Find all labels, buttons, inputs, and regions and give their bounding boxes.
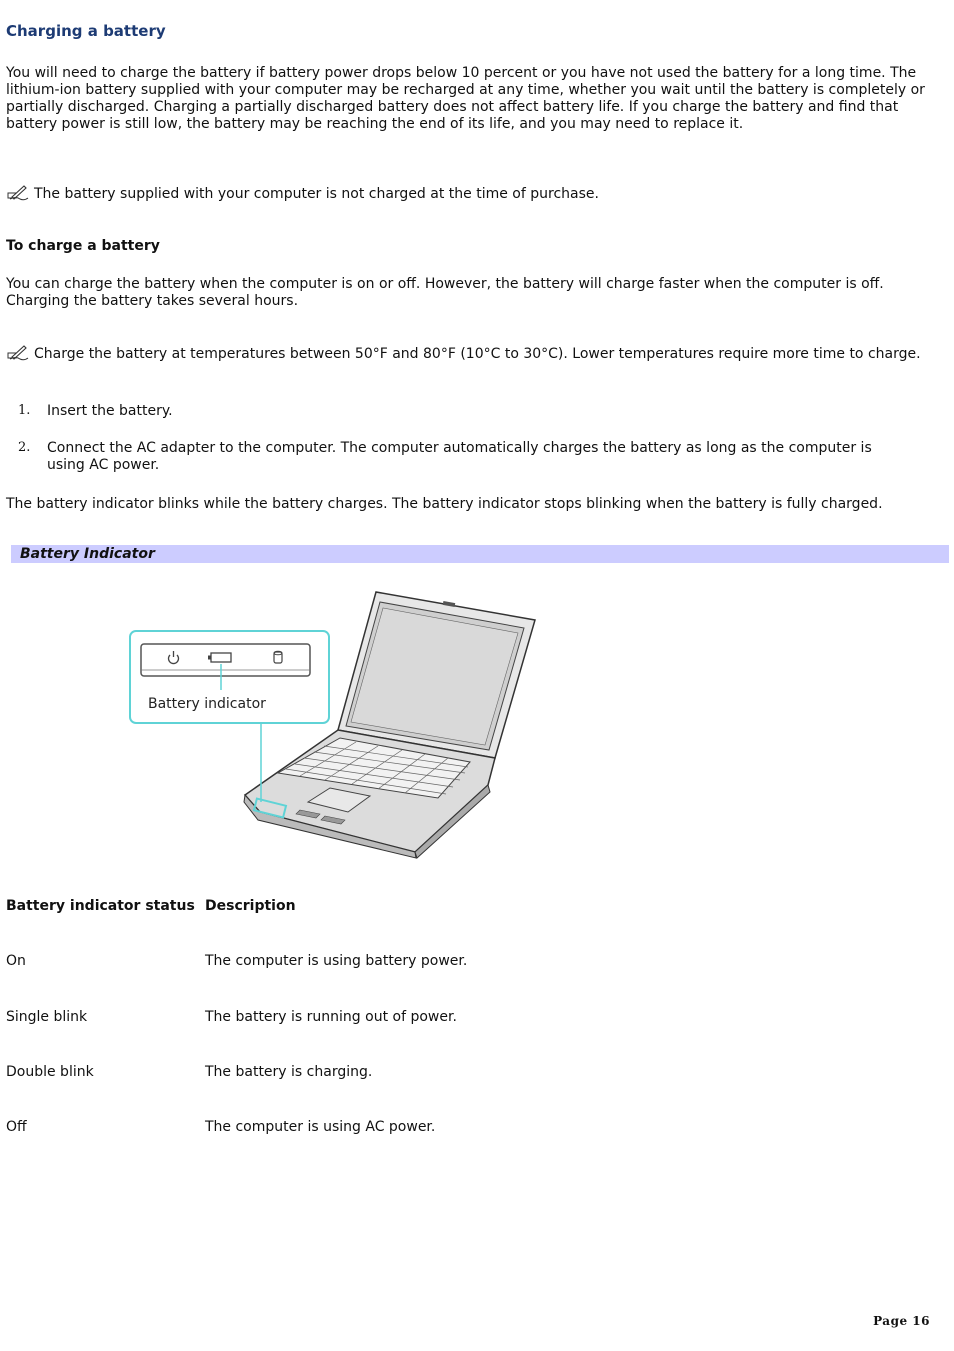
intro-paragraph: You will need to charge the battery if battery power drops below 10 percent or you have not used the battery for a long time. The lithium-ion battery supplied with your computer may be recharged at any time, whether you wait until the battery is completely or partially discharged. Charging a partially discharged battery does not affect battery life. If you charge the battery and find that battery power is still low, the battery may be reaching the end of its life, and you may need to replace it. <box>6 65 925 132</box>
note-1 <box>6 183 946 203</box>
table-cell-description: The computer is using AC power. <box>205 1119 436 1135</box>
step-number: 1. <box>18 403 31 418</box>
table-header-description: Description <box>205 898 296 914</box>
indicator-paragraph: The battery indicator blinks while the battery charges. The battery indicator stops blinking when the battery is fully charged. <box>6 496 883 512</box>
note-1-text: The battery supplied with your computer is not charged at the time of purchase. <box>34 186 599 202</box>
subheading: To charge a battery <box>6 238 160 254</box>
table-cell-status: Double blink <box>6 1064 94 1080</box>
note-2-text: Charge the battery at temperatures between 50°F and 80°F (10°C to 30°C). Lower temperatures require more time to charge. <box>34 346 921 362</box>
note-2 <box>6 343 946 363</box>
table-cell-status: On <box>6 953 26 969</box>
figure-caption-band <box>11 545 949 563</box>
step-number: 2. <box>18 440 31 455</box>
table-cell-status: Single blink <box>6 1009 88 1025</box>
note-pencil-icon <box>6 183 30 201</box>
table-cell-status: Off <box>6 1119 27 1135</box>
battery-indicator-callout: Battery indicator <box>148 696 266 712</box>
table-cell-description: The computer is using battery power. <box>205 953 468 969</box>
step-text: Insert the battery. <box>47 403 173 419</box>
figure-caption: Battery Indicator <box>20 546 155 562</box>
page-number: Page 16 <box>873 1314 930 1328</box>
laptop-figure <box>120 580 560 860</box>
page-title: Charging a battery <box>6 22 166 40</box>
laptop-illustration <box>120 580 560 860</box>
charge-paragraph: You can charge the battery when the computer is on or off. However, the battery will charge faster when the computer is off. Charging the battery takes several hours. <box>6 276 884 309</box>
note-pencil-icon <box>6 343 30 361</box>
step-text: Connect the AC adapter to the computer. The computer automatically charges the battery as long as the computer is using AC power. <box>47 440 872 473</box>
table-cell-description: The battery is charging. <box>205 1064 373 1080</box>
table-cell-description: The battery is running out of power. <box>205 1009 457 1025</box>
table-header-status: Battery indicator status <box>6 898 195 914</box>
